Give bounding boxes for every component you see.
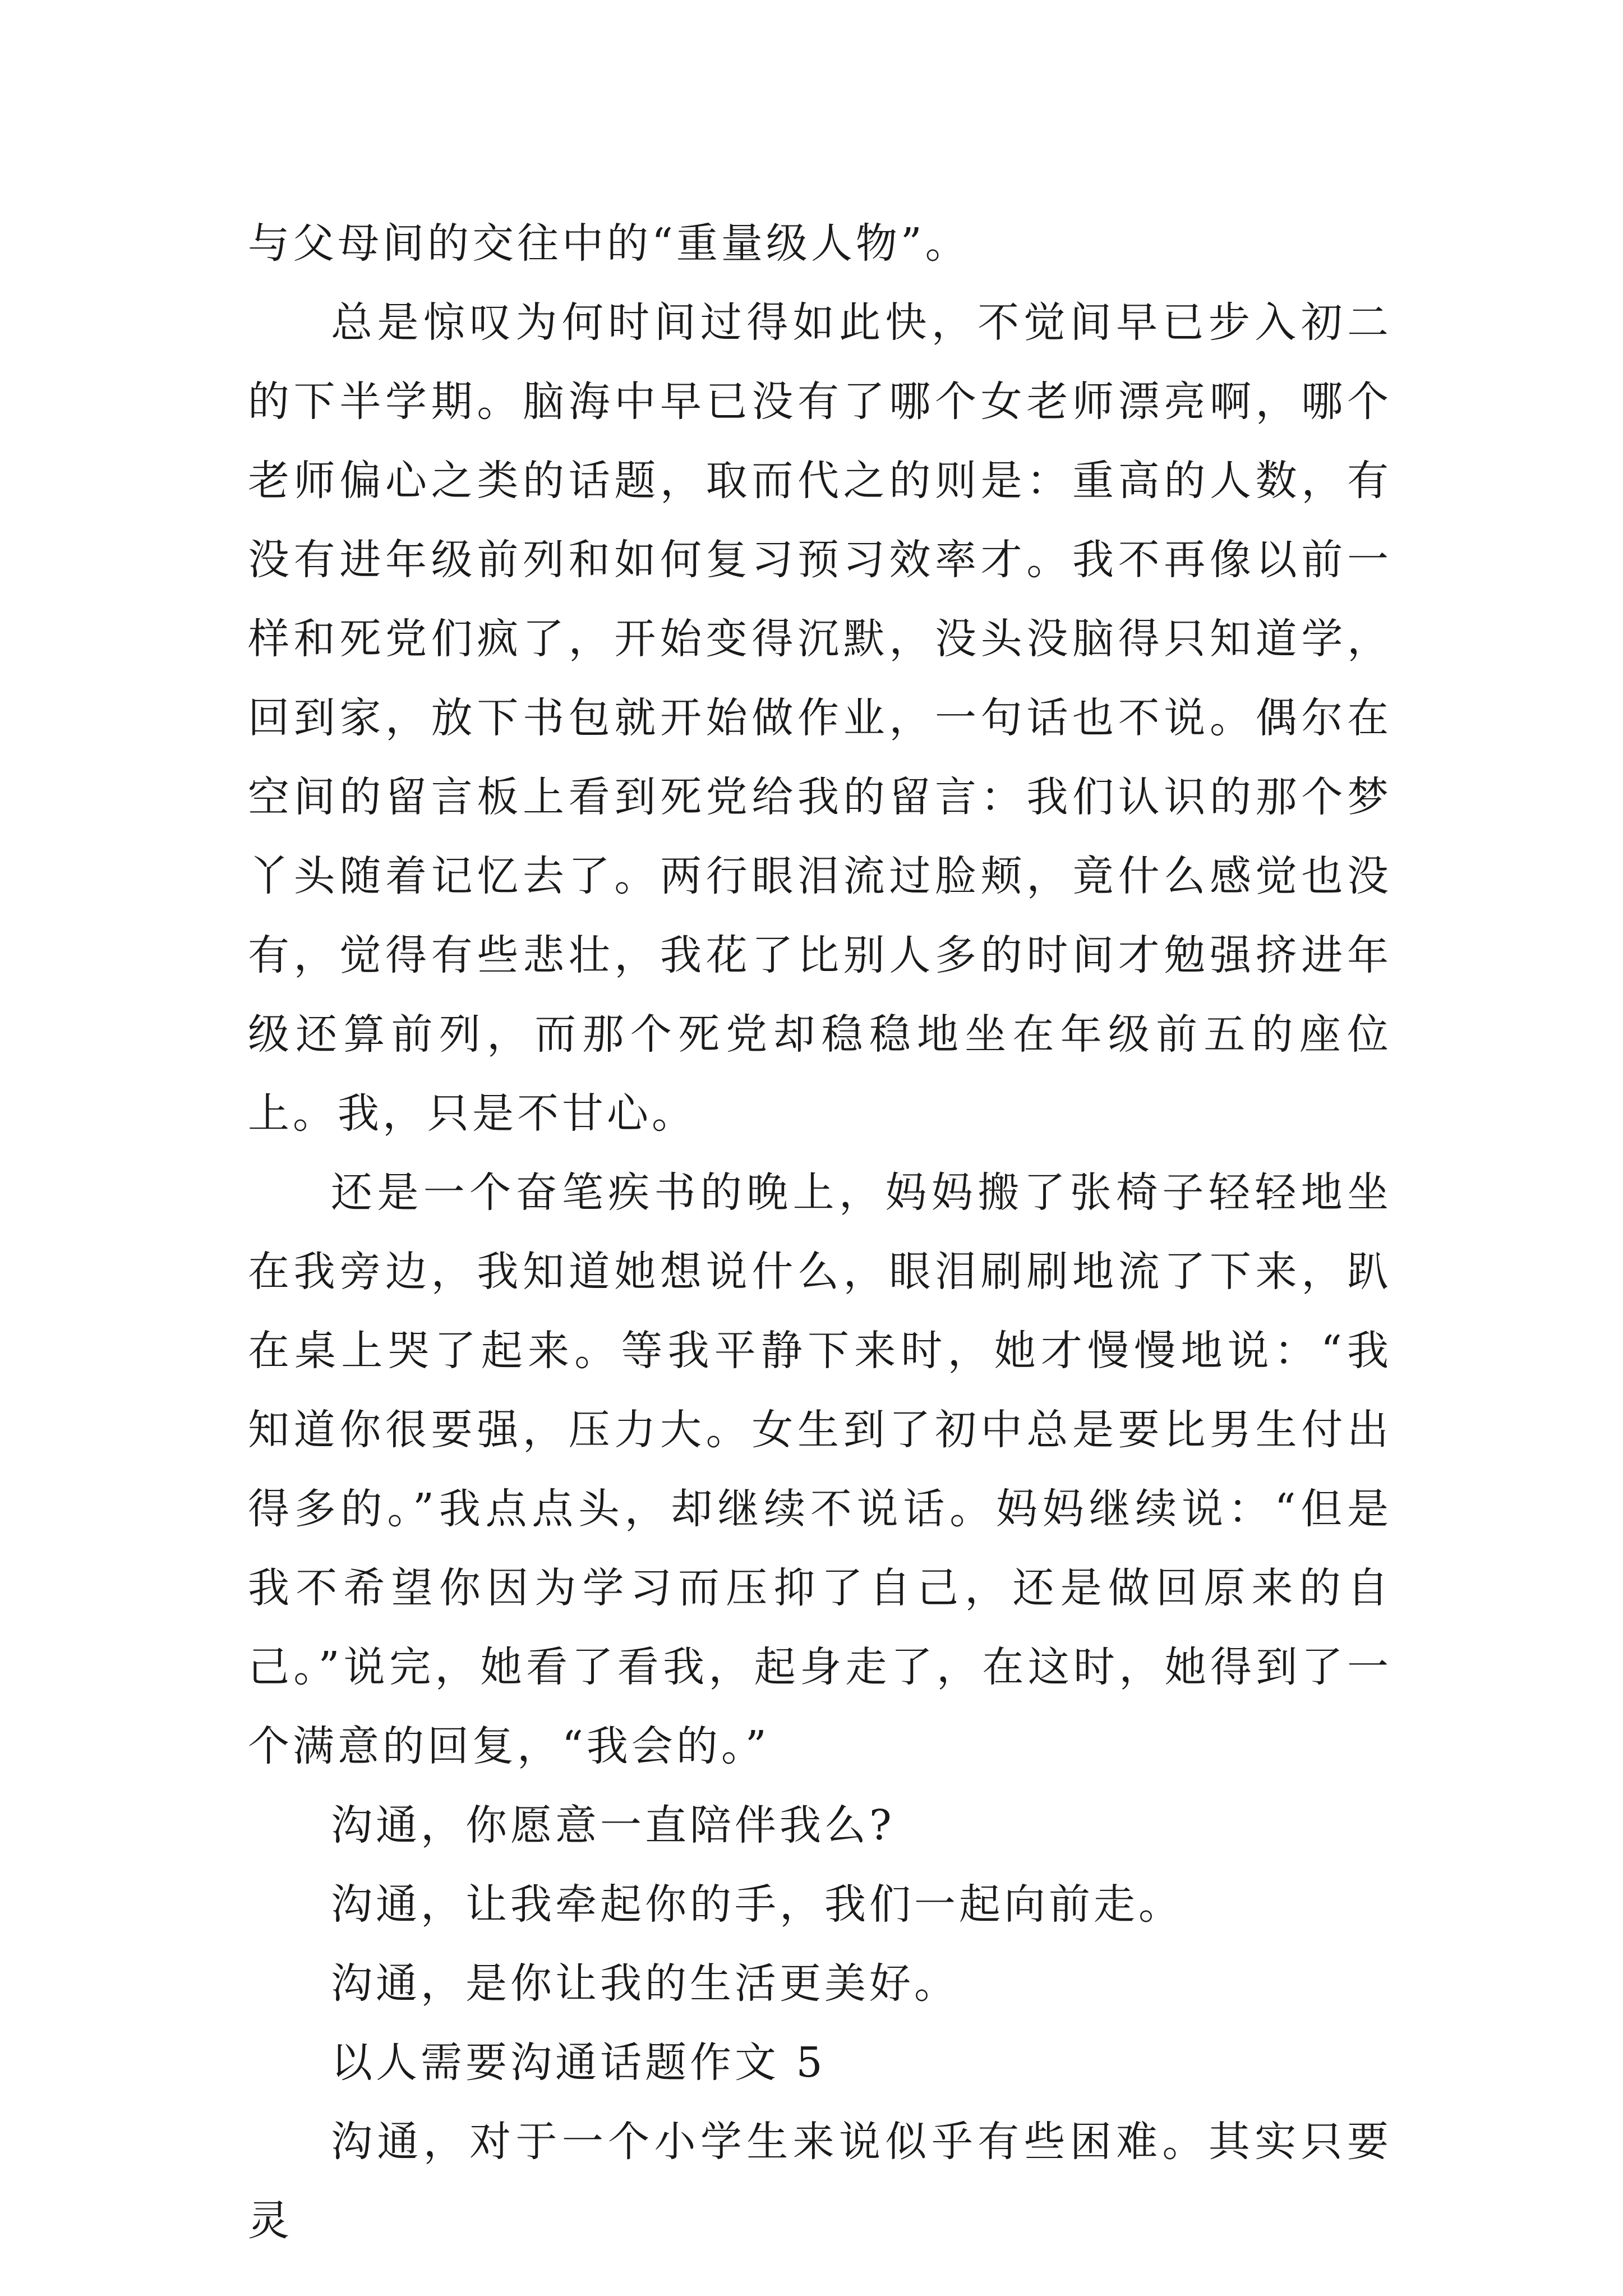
- paragraph: 沟通，你愿意一直陪伴我么?: [331, 1801, 895, 1849]
- paragraph: 沟通，让我牵起你的手，我们一起向前走。: [331, 1880, 1183, 1929]
- paragraph: 还是一个奋笔疾书的晚上，妈妈搬了张椅子轻轻地坐在我旁边，我知道她想说什么，眼泪刷刷地流了下来，趴在桌上哭了起来。等我平静下来时，她才慢慢地说：“我知道你很要强，压力大。女生到了初中总是要比男生付出得多的。”我点点头，却继续不说话。妈妈继续说：“但是我不希望你因为学习而压抑了自己，还是做回原来的自己。”说完，她看了看我，起身走了，在这时，她得到了一个满意的回复，“我会的。”: [248, 1168, 1392, 1770]
- section-heading: 以人需要沟通话题作文 5: [331, 2039, 826, 2087]
- paragraph: 沟通，对于一个小学生来说似乎有些困难。其实只要灵: [248, 2118, 1392, 2245]
- paragraph: 与父母间的交往中的“重量级人物”。: [248, 219, 970, 268]
- document-body: [248, 204, 1392, 2261]
- paragraph: 总是惊叹为何时间过得如此快，不觉间早已步入初二的下半学期。脑海中早已没有了哪个女老师漂亮啊，哪个老师偏心之类的话题，取而代之的则是：重高的人数，有没有进年级前列和如何复习预习效率才。我不再像以前一样和死党们疯了，开始变得沉默，没头没脑得只知道学，回到家，放下书包就开始做作业，一句话也不说。偶尔在空间的留言板上看到死党给我的留言：我们认识的那个梦丫头随着记忆去了。两行眼泪流过脸颊，竟什么感觉也没有，觉得有些悲壮，我花了比别人多的时间才勉强挤进年级还算前列，而那个死党却稳稳地坐在年级前五的座位上。我，只是不甘心。: [248, 298, 1392, 1138]
- paragraph: 沟通，是你让我的生活更美好。: [331, 1959, 959, 2008]
